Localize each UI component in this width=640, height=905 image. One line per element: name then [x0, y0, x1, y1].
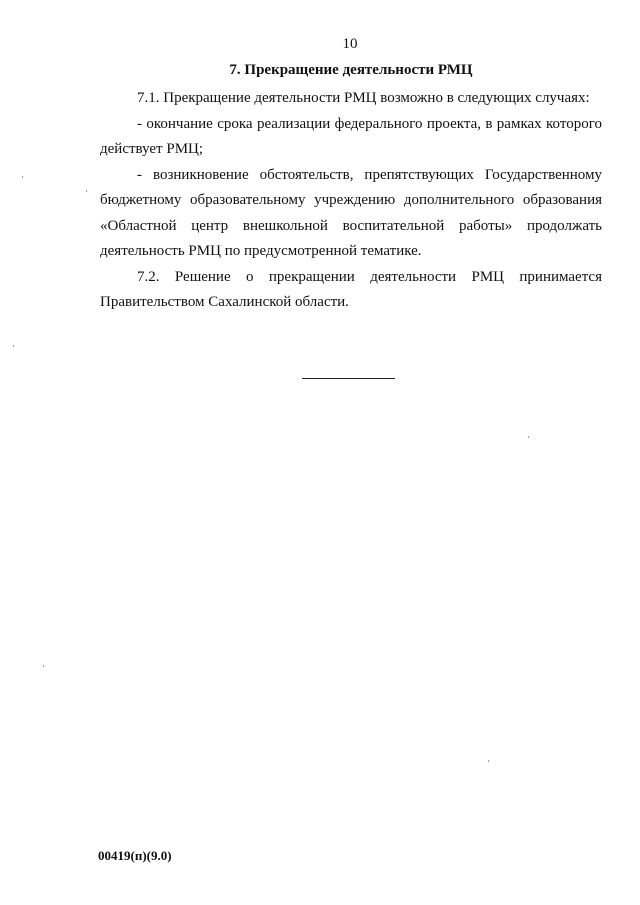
- scan-speck: [13, 345, 14, 347]
- scan-speck: [528, 436, 529, 438]
- end-separator-line: [302, 378, 395, 379]
- paragraph-7-2: 7.2. Решение о прекращении деятельности РМЦ принимается Правительством Сахалинской области.: [100, 268, 602, 310]
- page-number: 10: [342, 36, 358, 52]
- section-title: 7. Прекращение деятельности РМЦ: [229, 62, 473, 78]
- scan-speck: [86, 190, 87, 192]
- scan-speck: [43, 665, 44, 667]
- paragraph-case-2: - возникновение обстоятельств, препятствующих Государственному бюджетному образовательному учреждению дополнительного образования «Областной центр внешкольной воспитательной работы» продолжать деятельность РМЦ по предусмотренной тематике.: [100, 166, 602, 259]
- paragraph-7-1: 7.1. Прекращение деятельности РМЦ возможно в следующих случаях:: [137, 90, 590, 106]
- scan-speck: [488, 760, 489, 762]
- scan-speck: [22, 176, 23, 178]
- section-body: [100, 86, 602, 316]
- paragraph-case-1: - окончание срока реализации федерального проекта, в рамках которого действует РМЦ;: [100, 115, 602, 157]
- document-code: 00419(п)(9.0): [98, 848, 172, 863]
